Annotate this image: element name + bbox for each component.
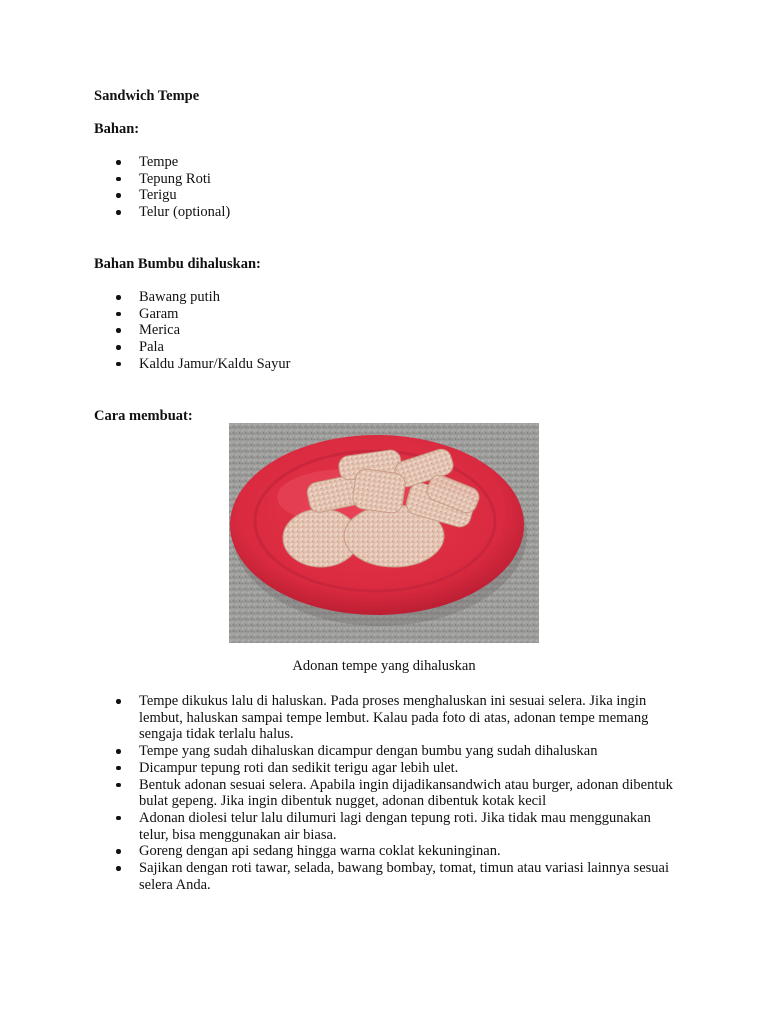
list-item: Dicampur tepung roti dan sedikit terigu agar lebih ulet. xyxy=(94,760,684,777)
bumbu-list xyxy=(94,289,694,373)
list-item: Garam xyxy=(94,306,694,323)
recipe-title: Sandwich Tempe xyxy=(94,88,200,104)
list-item: Telur (optional) xyxy=(94,204,694,221)
cara-heading: Cara membuat: xyxy=(94,408,193,424)
steps-list xyxy=(94,693,684,893)
list-item: Bawang putih xyxy=(94,289,694,306)
tempe-nugget xyxy=(351,468,406,515)
photo-caption: Adonan tempe yang dihaluskan xyxy=(292,657,476,674)
bahan-list xyxy=(94,154,694,221)
list-item: Tempe xyxy=(94,154,694,171)
list-item: Tepung Roti xyxy=(94,171,694,188)
list-item: Goreng dengan api sedang hingga warna coklat kekuninginan. xyxy=(94,843,684,860)
list-item: Merica xyxy=(94,322,694,339)
list-item: Bentuk adonan sesuai selera. Apabila ingin dijadikansandwich atau burger, adonan dibentuk bulat gepeng. Jika ingin dibentuk nugget, adonan dibentuk kotak kecil xyxy=(94,777,684,810)
list-item: Tempe dikukus lalu di haluskan. Pada proses menghaluskan ini sesuai selera. Jika ingin lembut, haluskan sampai tempe lembut. Kalau pada foto di atas, adonan tempe memang sengaja tidak terlalu halus. xyxy=(94,693,684,743)
list-item: Adonan diolesi telur lalu dilumuri lagi dengan tepung roti. Jika tidak mau menggunakan telur, bisa menggunakan air biasa. xyxy=(94,810,684,843)
tempe-photo xyxy=(229,423,539,643)
list-item: Terigu xyxy=(94,187,694,204)
bumbu-heading: Bahan Bumbu dihaluskan: xyxy=(94,256,261,272)
list-item: Tempe yang sudah dihaluskan dicampur dengan bumbu yang sudah dihaluskan xyxy=(94,743,684,760)
list-item: Kaldu Jamur/Kaldu Sayur xyxy=(94,356,694,373)
bahan-heading: Bahan: xyxy=(94,121,140,137)
list-item: Pala xyxy=(94,339,694,356)
list-item: Sajikan dengan roti tawar, selada, bawang bombay, tomat, timun atau variasi lainnya sesuai selera Anda. xyxy=(94,860,684,893)
